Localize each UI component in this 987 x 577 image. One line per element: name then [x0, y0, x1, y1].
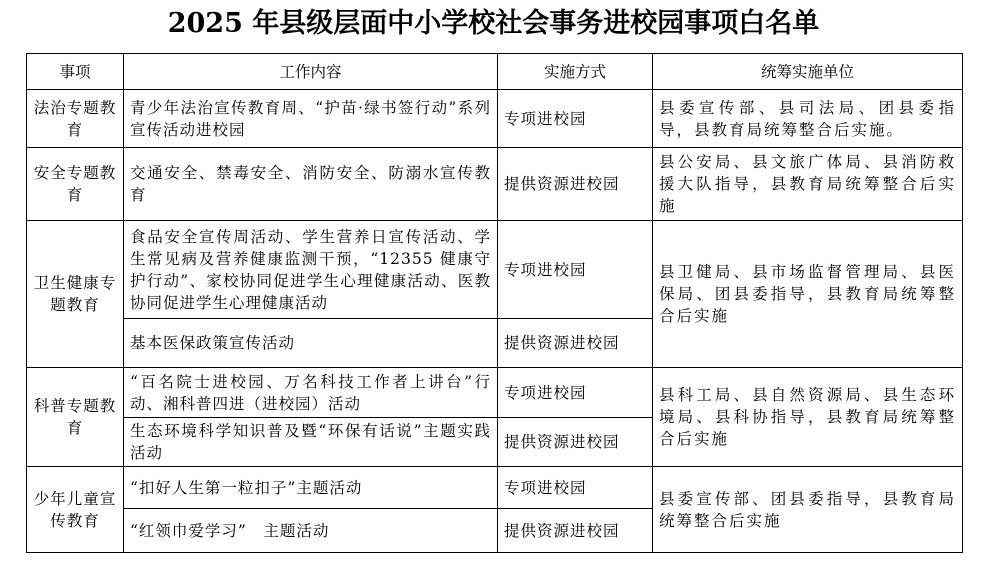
content-cell: “扣好人生第一粒扣子”主题活动: [124, 467, 498, 509]
content-cell: 食品安全宣传周活动、学生营养日宣传活动、学生常见病及营养健康监测干预，“12355 健康守护行动”、家校协同促进学生心理健康活动、医教协同促进学生心理健康活动: [124, 221, 498, 319]
item-cell: 卫生健康专题教育: [27, 221, 124, 368]
method-cell: 提供资源进校园: [498, 148, 653, 221]
header-content: 工作内容: [124, 54, 498, 90]
content-cell: 生态环境科学知识普及暨“环保有话说”主题实践活动: [124, 418, 498, 467]
item-cell: 科普专题教育: [27, 368, 124, 467]
method-cell: 专项进校园: [498, 467, 653, 509]
content-cell: “百名院士进校园、万名科技工作者上讲台”行动、湘科普四进（进校园）活动: [124, 368, 498, 418]
table-header-row: [27, 54, 963, 90]
method-cell: 专项进校园: [498, 368, 653, 418]
method-cell: 专项进校园: [498, 90, 653, 148]
item-cell: 安全专题教育: [27, 148, 124, 221]
content-cell: “红领巾爱学习” 主题活动: [124, 509, 498, 553]
table-row: [27, 221, 963, 319]
item-cell: 少年儿童宣传教育: [27, 467, 124, 553]
header-item: 事项: [27, 54, 124, 90]
method-cell: 提供资源进校园: [498, 509, 653, 553]
unit-cell: 县公安局、县文旅广体局、县消防救援大队指导，县教育局统筹整合后实施: [653, 148, 963, 221]
content-cell: 青少年法治宣传教育周、“护苗·绿书签行动”系列宣传活动进校园: [124, 90, 498, 148]
header-unit: 统筹实施单位: [653, 54, 963, 90]
unit-cell: 县委宣传部、县司法局、团县委指导，县教育局统筹整合后实施。: [653, 90, 963, 148]
header-method: 实施方式: [498, 54, 653, 90]
method-cell: 专项进校园: [498, 221, 653, 319]
unit-cell: 县委宣传部、团县委指导，县教育局统筹整合后实施: [653, 467, 963, 553]
method-cell: 提供资源进校园: [498, 319, 653, 368]
content-cell: 交通安全、禁毒安全、消防安全、防溺水宣传教育: [124, 148, 498, 221]
table-row: [27, 467, 963, 509]
whitelist-table: [26, 53, 963, 553]
content-cell: 基本医保政策宣传活动: [124, 319, 498, 368]
table-row: [27, 148, 963, 221]
table-row: [27, 368, 963, 418]
table-row: [27, 90, 963, 148]
unit-cell: 县科工局、县自然资源局、县生态环境局、县科协指导，县教育局统筹整合后实施: [653, 368, 963, 467]
page-title: 2025 年县级层面中小学校社会事务进校园事项白名单: [167, 8, 820, 39]
unit-cell: 县卫健局、县市场监督管理局、县医保局、团县委指导，县教育局统筹整合后实施: [653, 221, 963, 368]
item-cell: 法治专题教育: [27, 90, 124, 148]
method-cell: 提供资源进校园: [498, 418, 653, 467]
